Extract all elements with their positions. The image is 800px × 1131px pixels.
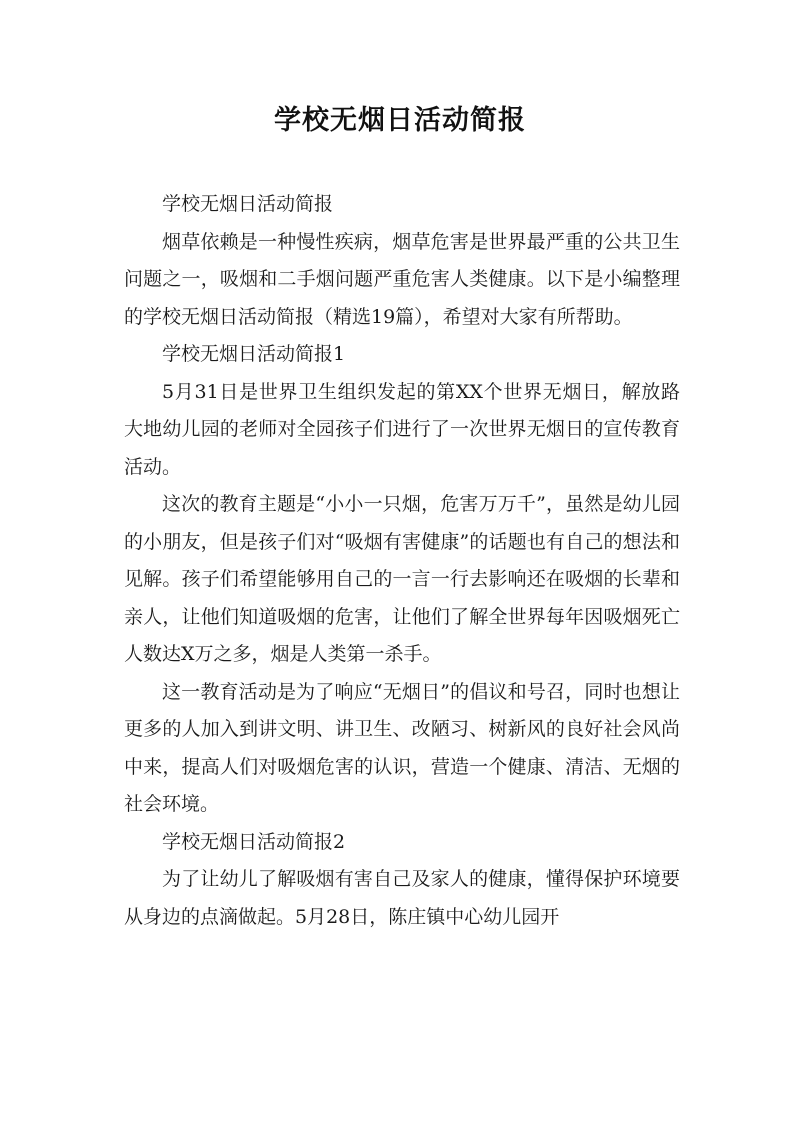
body-paragraph: 这次的教育主题是“小小一只烟，危害万万千”，虽然是幼儿园的小朋友，但是孩子们对“吸烟有害健康”的话题也有自己的想法和见解。孩子们希望能够用自己的一言一行去影响还在吸烟的长辈和亲人，让他们知道吸烟的危害，让他们了解全世界每年因吸烟死亡人数达X万之多，烟是人类第一杀手。 — [124, 493, 680, 665]
body-paragraph: 5月31日是世界卫生组织发起的第XX个世界无烟日，解放路大地幼儿园的老师对全园孩子们进行了一次世界无烟日的宣传教育活动。 — [124, 380, 680, 478]
section-heading-1: 学校无烟日活动简报1 — [162, 343, 346, 365]
body-paragraph: 这一教育活动是为了响应“无烟日”的倡议和号召，同时也想让更多的人加入到讲文明、讲卫生、改陋习、树新风的良好社会风尚中来，提高人们对吸烟危害的认识，营造一个健康、清洁、无烟的社会环境。 — [124, 680, 680, 815]
document-title: 学校无烟日活动简报 — [274, 105, 526, 136]
body-paragraph: 为了让幼儿了解吸烟有害自己及家人的健康，懂得保护环境要从身边的点滴做起。5月28日，陈庄镇中心幼儿园开 — [124, 868, 680, 928]
document-body — [124, 186, 680, 936]
intro-paragraph: 烟草依赖是一种慢性疾病，烟草危害是世界最严重的公共卫生问题之一，吸烟和二手烟问题严重危害人类健康。以下是小编整理的学校无烟日活动简报（精选19篇），希望对大家有所帮助。 — [124, 230, 680, 328]
subtitle-heading: 学校无烟日活动简报 — [162, 193, 334, 215]
section-heading-2: 学校无烟日活动简报2 — [162, 830, 346, 853]
